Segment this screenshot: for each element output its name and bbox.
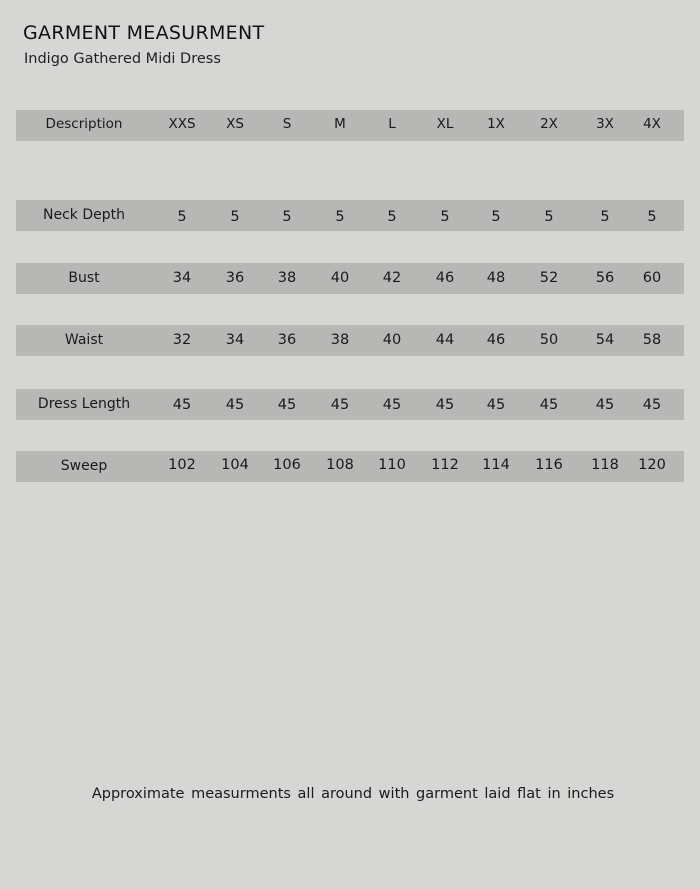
measurement-value: 45 xyxy=(595,397,615,413)
table-header-row xyxy=(16,110,684,141)
row-label: Sweep xyxy=(60,458,108,474)
measurement-note: Approximate measurments all around with garment laid flat in inches xyxy=(91,786,615,802)
measurement-value: 36 xyxy=(225,270,245,286)
measurement-value: 45 xyxy=(225,397,245,413)
measurement-value: 54 xyxy=(595,332,615,348)
measurement-value: 34 xyxy=(225,332,245,348)
measurement-value: 42 xyxy=(382,270,402,286)
column-header-size: 2X xyxy=(540,116,558,132)
measurement-value: 38 xyxy=(330,332,350,348)
measurement-value: 110 xyxy=(378,457,406,473)
measurement-value: 40 xyxy=(330,270,350,286)
measurement-value: 32 xyxy=(172,332,192,348)
column-header-description: Description xyxy=(45,116,123,132)
measurement-value: 45 xyxy=(172,397,192,413)
table-row xyxy=(16,200,684,231)
measurement-value: 5 xyxy=(491,209,501,225)
measurement-value: 45 xyxy=(486,397,506,413)
measurement-value: 38 xyxy=(277,270,297,286)
measurement-value: 56 xyxy=(595,270,615,286)
table-row xyxy=(16,451,684,482)
measurement-value: 46 xyxy=(435,270,455,286)
measurement-value: 50 xyxy=(539,332,559,348)
measurement-value: 104 xyxy=(221,457,249,473)
measurement-value: 34 xyxy=(172,270,192,286)
column-header-size: 3X xyxy=(596,116,614,132)
measurement-value: 118 xyxy=(591,457,619,473)
measurement-value: 60 xyxy=(642,270,662,286)
column-header-size: XXS xyxy=(168,116,196,132)
product-name: Indigo Gathered Midi Dress xyxy=(24,51,221,67)
row-label: Bust xyxy=(68,270,100,286)
row-label: Neck Depth xyxy=(43,207,125,223)
measurement-value: 5 xyxy=(647,209,657,225)
table-row xyxy=(16,389,684,420)
measurement-value: 52 xyxy=(539,270,559,286)
row-label: Waist xyxy=(64,332,104,348)
measurement-value: 58 xyxy=(642,332,662,348)
column-header-size: L xyxy=(388,116,396,132)
measurement-value: 5 xyxy=(387,209,397,225)
measurement-value: 36 xyxy=(277,332,297,348)
measurement-value: 5 xyxy=(600,209,610,225)
page-title: GARMENT MEASURMENT xyxy=(23,22,265,44)
measurement-value: 44 xyxy=(435,332,455,348)
measurement-value: 106 xyxy=(273,457,301,473)
measurement-value: 45 xyxy=(277,397,297,413)
measurement-value: 5 xyxy=(230,209,240,225)
column-header-size: XL xyxy=(436,116,454,132)
row-label: Dress Length xyxy=(37,396,131,412)
measurement-value: 45 xyxy=(539,397,559,413)
measurement-value: 5 xyxy=(282,209,292,225)
measurement-value: 5 xyxy=(440,209,450,225)
table-row xyxy=(16,325,684,356)
column-header-size: S xyxy=(282,116,292,132)
measurement-value: 5 xyxy=(544,209,554,225)
column-header-size: XS xyxy=(226,116,244,132)
measurement-value: 48 xyxy=(486,270,506,286)
column-header-size: 1X xyxy=(487,116,505,132)
measurement-value: 116 xyxy=(535,457,563,473)
measurement-value: 45 xyxy=(330,397,350,413)
measurement-value: 112 xyxy=(431,457,459,473)
measurement-value: 46 xyxy=(486,332,506,348)
measurement-value: 45 xyxy=(382,397,402,413)
column-header-size: 4X xyxy=(643,116,661,132)
column-header-size: M xyxy=(334,116,346,132)
table-row xyxy=(16,263,684,294)
measurement-value: 108 xyxy=(326,457,354,473)
measurement-value: 40 xyxy=(382,332,402,348)
measurement-value: 114 xyxy=(482,457,510,473)
measurement-value: 5 xyxy=(335,209,345,225)
measurement-value: 45 xyxy=(642,397,662,413)
measurement-value: 45 xyxy=(435,397,455,413)
measurement-value: 5 xyxy=(177,209,187,225)
measurement-value: 120 xyxy=(638,457,666,473)
measurement-value: 102 xyxy=(168,457,196,473)
